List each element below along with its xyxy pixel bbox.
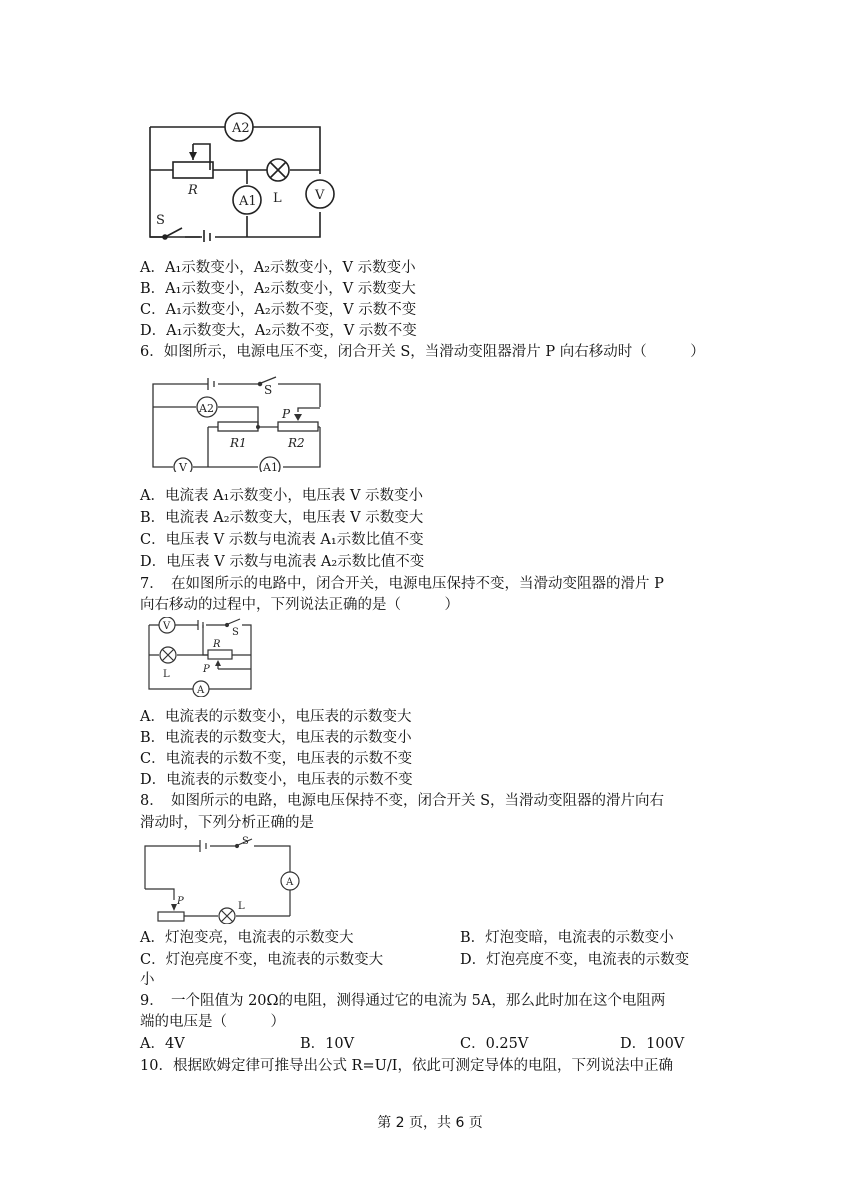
- q7-option-b: B．电流表的示数变大，电压表的示数变小: [140, 730, 412, 746]
- q5-circuit-diagram: [140, 112, 340, 242]
- q6-option-a: A．电流表 A₁示数变小，电压表 V 示数变小: [140, 488, 424, 504]
- q6-a2-label: A2: [199, 402, 214, 415]
- q8-option-d-continued: 小: [140, 972, 155, 988]
- q8-stem-line-1: 8． 如图所示的电路，电源电压保持不变，闭合开关 S，当滑动变阻器的滑片向右: [140, 793, 665, 809]
- page-footer: 第 2 页，共 6 页: [377, 1115, 483, 1131]
- q5-option-a: A．A₁示数变小，A₂示数变小，V 示数变小: [140, 260, 416, 276]
- q5-s-label: S: [156, 213, 165, 228]
- q6-v-label: V: [179, 461, 187, 472]
- q8-option-c: C．灯泡亮度不变，电流表的示数变大: [140, 952, 384, 968]
- q7-v-label: V: [163, 621, 171, 632]
- q6-circuit-diagram: [148, 372, 338, 472]
- q7-stem-line-2: 向右移动的过程中，下列说法正确的是（ ）: [140, 597, 459, 613]
- q9-stem-line-1: 9． 一个阻值为 20Ω的电阻，测得通过它的电流为 5A，那么此时加在这个电阻两: [140, 993, 666, 1009]
- q7-stem-line-1: 7． 在如图所示的电路中，闭合开关，电源电压保持不变，当滑动变阻器的滑片 P: [140, 576, 664, 592]
- q8-option-a: A．灯泡变亮，电流表的示数变大: [140, 930, 354, 946]
- q7-r-label: R: [213, 639, 221, 650]
- q6-option-d: D．电压表 V 示数与电流表 A₂示数比值不变: [140, 554, 425, 570]
- q5-l-label: L: [273, 191, 282, 206]
- q7-circuit-diagram: [143, 617, 263, 697]
- q7-p-label: P: [203, 664, 210, 675]
- q6-p-label: P: [282, 407, 291, 421]
- q8-p-label: P: [177, 896, 184, 907]
- q8-s-label: S: [242, 836, 249, 847]
- q9-option-c: C．0.25V: [460, 1036, 529, 1052]
- q6-s-label: S: [264, 383, 273, 397]
- q5-v-label: V: [315, 188, 325, 203]
- q10-stem-line-1: 10．根据欧姆定律可推导出公式 R=U/I，依此可测定导体的电阻，下列说法中正确: [140, 1058, 673, 1074]
- q8-option-b: B．灯泡变暗，电流表的示数变小: [460, 930, 674, 946]
- q5-a1-label: A1: [239, 194, 257, 209]
- q8-a-label: A: [286, 877, 294, 888]
- q6-r2-label: R2: [288, 436, 305, 450]
- q9-option-b: B．10V: [300, 1036, 355, 1052]
- q8-option-d: D．灯泡亮度不变，电流表的示数变: [460, 952, 690, 968]
- q8-stem-line-2: 滑动时，下列分析正确的是: [140, 815, 314, 831]
- q9-option-d: D．100V: [620, 1036, 685, 1052]
- q5-option-b: B．A₁示数变小，A₂示数变小，V 示数变大: [140, 281, 416, 297]
- q7-s-label: S: [232, 627, 239, 638]
- q6-a1-label: A1: [263, 461, 278, 472]
- q7-l-label: L: [163, 669, 170, 680]
- q9-option-a: A．4V: [140, 1036, 185, 1052]
- q8-l-label: L: [238, 901, 245, 912]
- q7-a-label: A: [197, 685, 205, 696]
- q6-option-b: B．电流表 A₂示数变大，电压表 V 示数变大: [140, 510, 424, 526]
- q5-a2-label: A2: [232, 121, 250, 136]
- q7-option-d: D．电流表的示数变小，电压表的示数不变: [140, 772, 413, 788]
- q5-option-c: C．A₁示数变小，A₂示数不变，V 示数不变: [140, 302, 417, 318]
- q7-option-c: C．电流表的示数不变，电压表的示数不变: [140, 751, 413, 767]
- q6-r1-label: R1: [230, 436, 247, 450]
- q8-circuit-diagram: [140, 834, 300, 924]
- q6-option-c: C．电压表 V 示数与电流表 A₁示数比值不变: [140, 532, 424, 548]
- q5-r-label: R: [188, 183, 198, 198]
- q7-option-a: A．电流表的示数变小，电压表的示数变大: [140, 709, 412, 725]
- q6-stem: 6．如图所示，电源电压不变，闭合开关 S，当滑动变阻器滑片 P 向右移动时（ ）: [140, 344, 705, 360]
- q9-stem-line-2: 端的电压是（ ）: [140, 1014, 285, 1030]
- q5-option-d: D．A₁示数变大，A₂示数不变，V 示数不变: [140, 323, 417, 339]
